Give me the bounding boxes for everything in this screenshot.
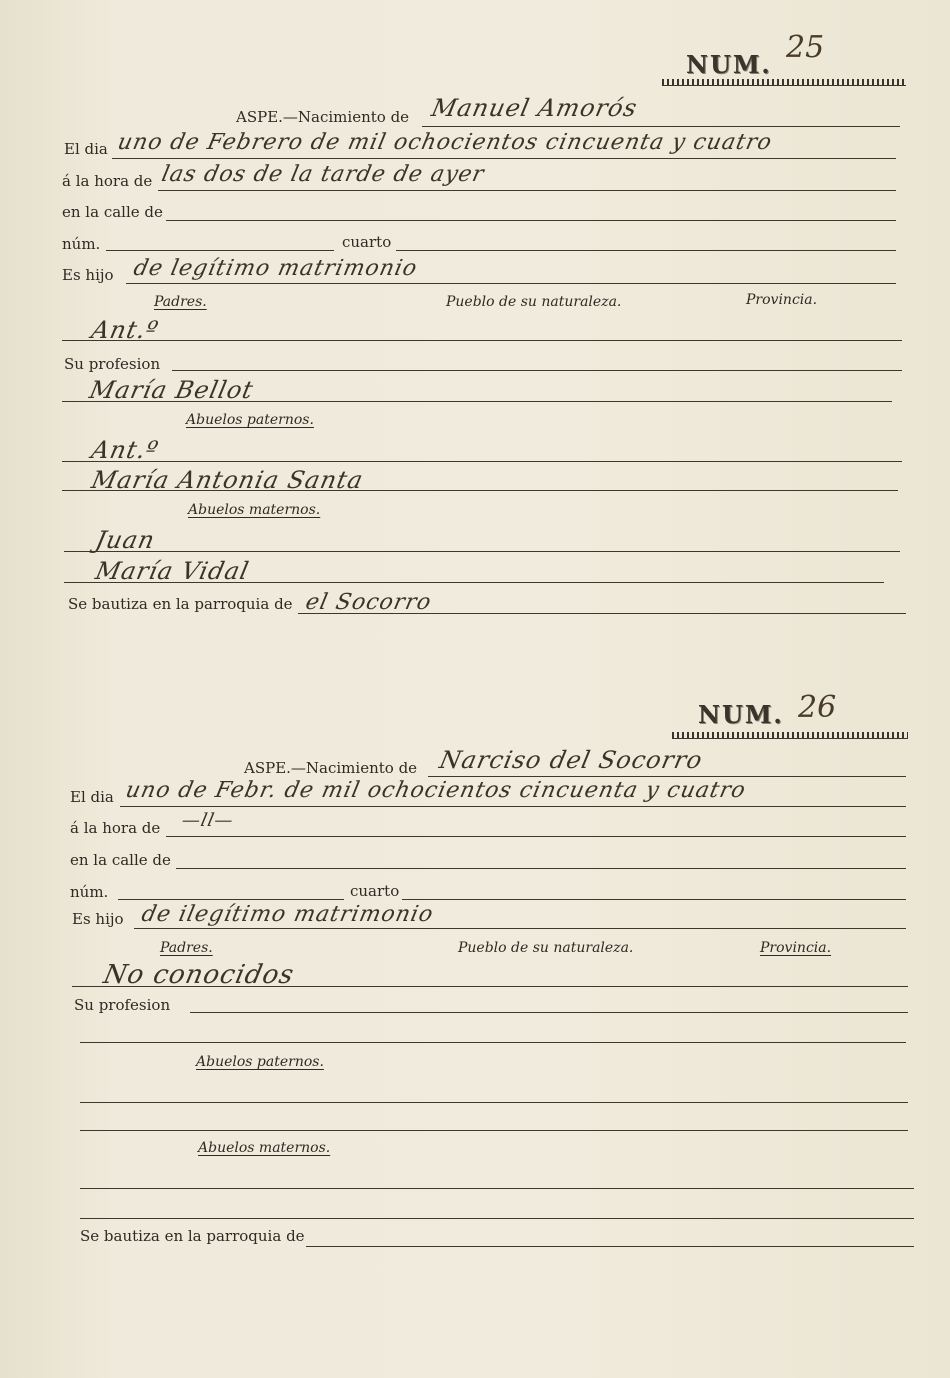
header-label: ASPE.—Nacimiento de (244, 759, 418, 777)
calle-label: en la calle de (70, 851, 171, 869)
name-line (422, 126, 900, 127)
profesion-line (190, 1012, 908, 1013)
record-number-value: 25 (786, 30, 825, 65)
abuelos-paternos-label: Abuelos paternos. (196, 1054, 324, 1070)
num-label: núm. (62, 235, 101, 253)
cuarto-label: cuarto (342, 233, 392, 251)
dia-label: El dia (70, 788, 114, 806)
hijo-value: de legítimo matrimonio (131, 256, 420, 281)
abuelo-p-line (80, 1102, 908, 1103)
num-label: núm. (70, 883, 109, 901)
number-divider (662, 79, 906, 86)
abuelo-paterno: Ant.º (89, 436, 162, 464)
hora-line (166, 836, 906, 837)
padre-name: No conocidos (100, 960, 298, 990)
abuelo-m-line (64, 551, 900, 552)
bautiza-label: Se bautiza en la parroquia de (68, 595, 293, 613)
name-line (428, 776, 906, 777)
dia-label: El dia (64, 140, 108, 158)
abuelos-maternos-label: Abuelos maternos. (188, 502, 321, 518)
child-name: Narciso del Socorro (437, 746, 706, 774)
hijo-line (126, 283, 896, 284)
abuelo-materno: Juan (93, 526, 158, 554)
madre-name: María Bellot (87, 376, 257, 404)
padre-name: Ant.º (89, 316, 162, 344)
num-line (118, 899, 344, 900)
pueblo-label: Pueblo de su naturaleza. (446, 294, 622, 310)
abuelos-paternos-label: Abuelos paternos. (186, 412, 314, 428)
hijo-label: Es hijo (72, 910, 124, 928)
abuela-p-line (80, 1130, 908, 1131)
profesion-label: Su profesion (74, 996, 171, 1014)
hijo-line (134, 928, 906, 929)
dia-value: uno de Febr. de mil ochocientos cincuenta y cuatro (123, 778, 749, 803)
padre-line (62, 340, 902, 341)
bautiza-value: el Socorro (303, 590, 434, 615)
bautiza-label: Se bautiza en la parroquia de (80, 1227, 305, 1245)
number-divider (672, 732, 908, 739)
dia-line (120, 806, 906, 807)
hora-value: —ll— (179, 810, 236, 831)
madre-line (80, 1042, 906, 1043)
abuela-m-line (80, 1218, 914, 1219)
calle-line (166, 220, 896, 221)
cuarto-line (396, 250, 896, 251)
child-name: Manuel Amorós (429, 94, 641, 122)
hora-label: á la hora de (62, 172, 153, 190)
abuela-materna: María Vidal (93, 557, 252, 585)
cuarto-line (402, 899, 906, 900)
bautiza-line (306, 1246, 914, 1247)
hijo-label: Es hijo (62, 266, 114, 284)
padres-label: Padres. (160, 940, 213, 956)
provincia-label: Provincia. (760, 940, 832, 956)
record-number-value: 26 (798, 690, 837, 725)
profesion-label: Su profesion (64, 355, 161, 373)
abuelos-maternos-label: Abuelos maternos. (198, 1140, 331, 1156)
calle-line (176, 868, 906, 869)
pueblo-label: Pueblo de su naturaleza. (458, 940, 634, 956)
calle-label: en la calle de (62, 203, 163, 221)
hora-value: las dos de la tarde de ayer (159, 162, 487, 187)
abuelo-p-line (62, 461, 902, 462)
cuarto-label: cuarto (350, 882, 400, 900)
record-number-label: NUM. (698, 700, 784, 729)
record-number-label: NUM. (686, 50, 772, 79)
dia-value: uno de Febrero de mil ochocientos cincuenta y cuatro (115, 130, 775, 155)
abuelo-m-line (80, 1188, 914, 1189)
abuela-paterna: María Antonia Santa (89, 466, 367, 494)
num-line (106, 250, 334, 251)
dia-line (112, 158, 896, 159)
hijo-value: de ilegítimo matrimonio (139, 902, 436, 927)
hora-label: á la hora de (70, 819, 161, 837)
padres-label: Padres. (154, 294, 207, 310)
hora-line (158, 190, 896, 191)
header-label: ASPE.—Nacimiento de (236, 108, 410, 126)
profesion-line (172, 370, 902, 371)
provincia-label: Provincia. (746, 292, 818, 308)
